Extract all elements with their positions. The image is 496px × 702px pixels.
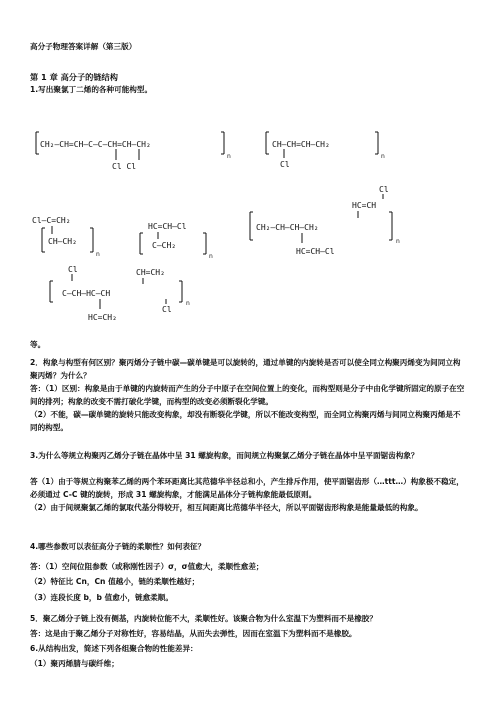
s4-top: HC=CH–Cl: [148, 222, 187, 231]
s6-bot2: HC=CH₂: [88, 313, 117, 322]
structure-4: [140, 222, 213, 260]
chapter-heading: 第 1 章 高分子的链结构: [30, 72, 118, 82]
question-6: 6.从结构出发，简述下列各组聚合物的性能差异：: [30, 644, 198, 653]
answer-2-part-1: 答：（1）区别：构象是由于单键的内旋转而产生的分子中原子在空间位置上的变化，而构型则是分子中由化学键所固定的原子在空间的排列；构象的改变不需打破化学键，而构型的改变必须断裂化学键。: [30, 384, 465, 406]
s3-top: Cl–C=CH₂: [32, 216, 71, 225]
s2-n: n: [381, 153, 385, 160]
answer-4-part-1: 答：（1）空间位阻参数（或称刚性因子）σ，σ值愈大，柔顺性愈差；: [30, 562, 264, 571]
etc-text: 等。: [30, 340, 46, 349]
answer-2-part-2: （2）不能，碳—碳单键的旋转只能改变构象，却没有断裂化学键，所以不能改变构型，而全同立构聚丙烯与间同立构聚丙烯是不同的构型。: [30, 410, 461, 432]
s4-main: C–CH₂: [152, 241, 177, 250]
s6-n: n: [186, 300, 190, 307]
structure-6: [50, 265, 190, 322]
s1-sub: Cl Cl: [112, 162, 137, 171]
s5-top1: Cl: [379, 185, 389, 194]
question-6-item-1: （1）聚丙烯腈与碳纤维；: [30, 659, 119, 668]
question-1: 1.写出聚氯丁二烯的各种可能构型。: [30, 85, 153, 94]
s6-main: C–CH–HC–CH: [62, 289, 111, 298]
question-5: 5．聚乙烯分子链上没有侧基，内旋转位能不大，柔顺性好。该聚合物为什么室温下为塑料而不是橡胶？: [30, 614, 377, 623]
structure-3: [32, 216, 100, 258]
s6-top1: Cl: [68, 265, 78, 274]
s2-sub: Cl: [280, 160, 290, 169]
s1-n: n: [227, 153, 231, 160]
s3-n: n: [96, 251, 100, 258]
chemical-structures: [0, 0, 496, 330]
document-title: 高分子物理答案详解（第三版）: [30, 42, 137, 51]
answer-4-part-3: （3）连段长度 b，b 值愈小，链愈柔顺。: [30, 593, 173, 602]
question-4: 4.哪些参数可以表征高分子链的柔顺性？如何表征？: [30, 542, 206, 551]
s6-bot1: Cl: [162, 305, 172, 314]
structure-1: [36, 132, 231, 171]
answer-3-part-1: 答（1）由于等规立构聚苯乙烯的两个苯环距离比其范德华半径总和小，产生排斥作用，使平面锯齿形（…ttt…）构象极不稳定，必须通过 C-C 键的旋转，形成 31 螺旋构象，才能满足晶体分子链构象能最低原则。: [30, 477, 464, 499]
s5-bot: HC=CH–Cl: [296, 247, 335, 256]
s3-main: CH–CH₂: [48, 237, 77, 246]
answer-5: 答：这是由于聚乙烯分子对称性好，容易结晶，从而失去弹性，因而在室温下为塑料而不是橡胶。: [30, 629, 357, 638]
structure-2: [266, 132, 385, 169]
s5-n: n: [396, 238, 400, 245]
answer-4-part-2: （2）特征比 Cn，Cn 值越小，链的柔顺性越好；: [30, 577, 200, 586]
s1-main: CH₂–CH=CH–C–C–CH=CH–CH₂: [40, 140, 151, 149]
s4-n: n: [209, 253, 213, 260]
answer-3-part-2: （2）由于间规聚氯乙烯的氯取代基分得较开，相互间距离比范德华半径大，所以平面锯齿形构象是能量最低的构象。: [30, 503, 423, 512]
s5-top2: HC=CH: [352, 201, 377, 210]
question-2: 2．构象与构型有何区别？聚丙烯分子链中碳—碳单键是可以旋转的，通过单键的内旋转是否可以使全同立构聚丙烯变为间同立构聚丙烯？为什么？: [30, 358, 461, 380]
s6-top2: CH=CH₂: [136, 268, 165, 277]
question-3: 3.为什么等规立构聚丙乙烯分子链在晶体中呈 31 螺旋构象，而间规立构聚氯乙烯分子链在晶体中呈平面锯齿构象？: [30, 451, 419, 460]
s2-main: CH–CH=CH–CH₂: [272, 140, 330, 149]
structure-5: [250, 185, 400, 256]
s5-main: CH₂–CH–CH–CH₂: [256, 223, 319, 232]
